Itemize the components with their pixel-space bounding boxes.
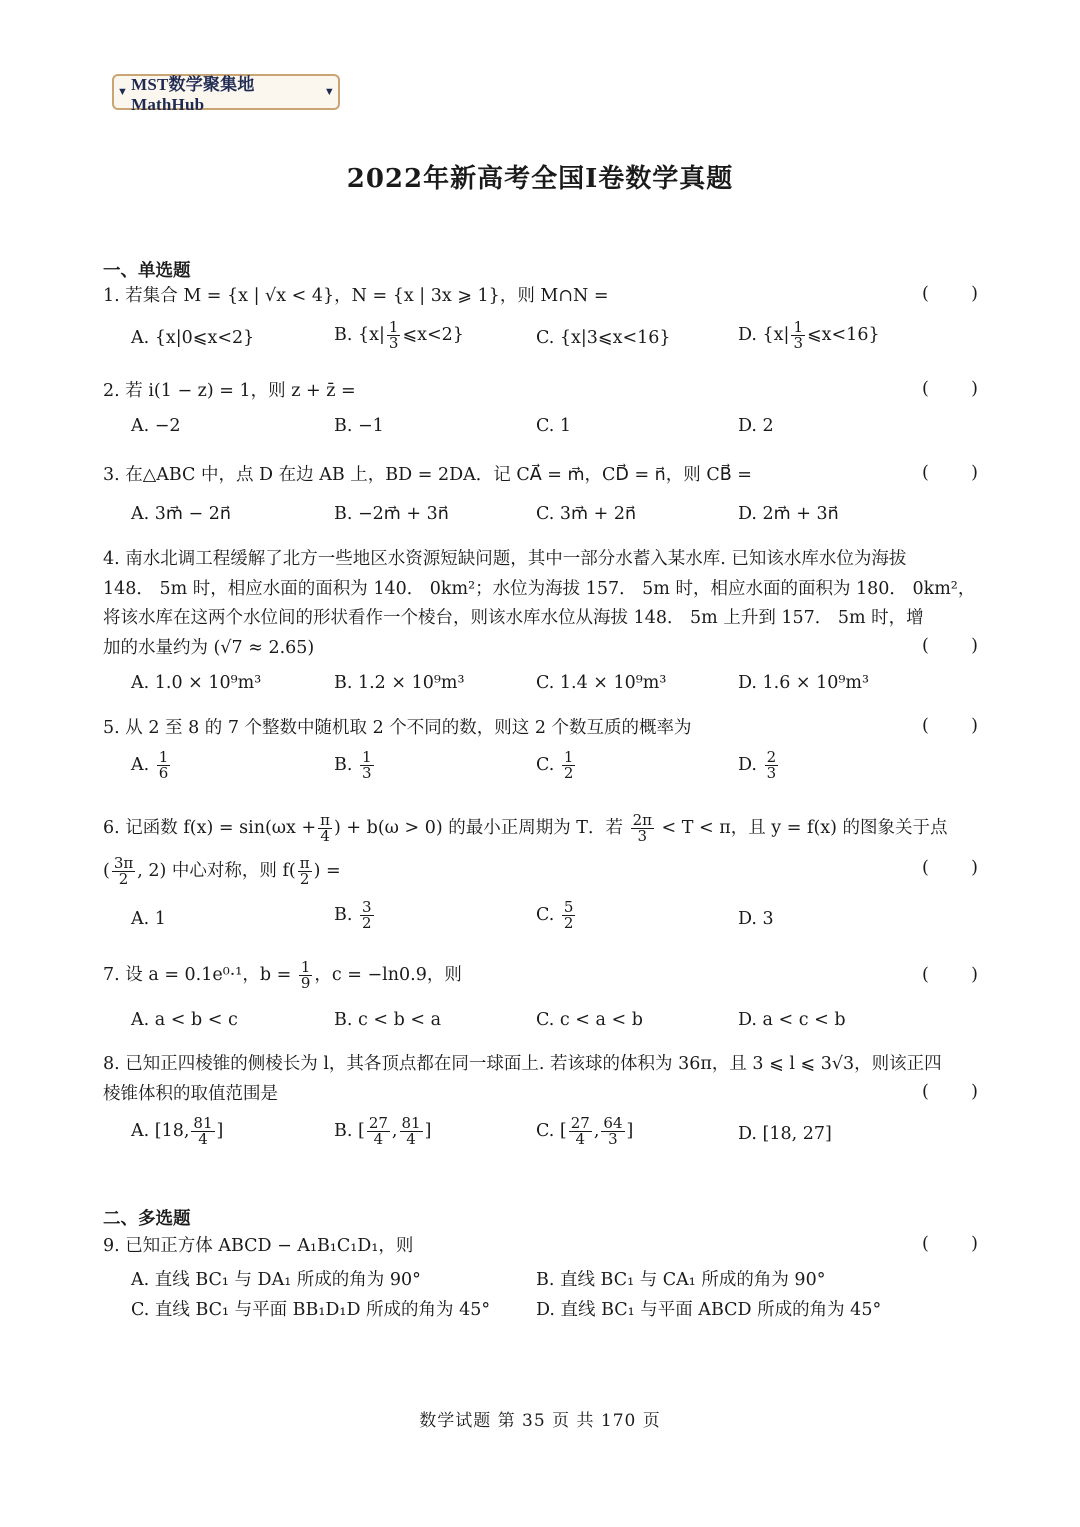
q1-option-d: D. {x| $\frac{1}{3}$ ⩽x<16} <box>738 318 880 352</box>
answer-paren: ( ) <box>922 858 978 878</box>
answer-paren: ( ) <box>922 379 978 399</box>
q1-option-b: B. {x| $\frac{1}{3}$ ⩽x<2} <box>334 318 464 352</box>
question-4-line: 加的水量约为 (√7 ≈ 2.65) <box>103 638 315 658</box>
section-heading: 一、单选题 <box>103 261 191 281</box>
q4-option-c: C. 1.4 × 10⁹m³ <box>536 673 667 693</box>
question-1-stem: 1. 若集合 M = {x | √x < 4}，N = {x | 3x ⩾ 1}，则 M∩N = <box>103 286 609 306</box>
answer-paren: ( ) <box>922 965 978 985</box>
answer-paren: ( ) <box>922 463 978 483</box>
q3-option-d: D. 2m⃗ + 3n⃗ <box>738 504 839 524</box>
q4-option-b: B. 1.2 × 10⁹m³ <box>334 673 465 693</box>
q7-option-a: A. a < b < c <box>131 1010 238 1030</box>
q9-option-c: C. 直线 BC₁ 与平面 BB₁D₁D 所成的角为 45° <box>131 1300 491 1320</box>
q6-option-c: C. $\frac{5}{2}$ <box>536 898 574 932</box>
question-9-stem: 9. 已知正方体 ABCD − A₁B₁C₁D₁，则 <box>103 1236 414 1256</box>
brand-text: MST数学聚集地MathHub <box>131 74 255 114</box>
q8-option-b: B. [ $\frac{27}{4}$ , $\frac{81}{4}$ ] <box>334 1114 432 1148</box>
question-2-stem: 2. 若 i(1 − z) = 1，则 z + z̄ = <box>103 381 356 401</box>
question-4-line: 将该水库在这两个水位间的形状看作一个棱台，则该水库水位从海拔 148． 5m 上升到 157． 5m 时，增 <box>103 608 924 628</box>
answer-paren: ( ) <box>922 1234 978 1254</box>
q9-option-b: B. 直线 BC₁ 与 CA₁ 所成的角为 90° <box>536 1270 826 1290</box>
q6-option-a: A. 1 <box>131 909 166 929</box>
q1-option-c: C. {x|3⩽x<16} <box>536 328 671 348</box>
q6-option-d: D. 3 <box>738 909 774 929</box>
answer-paren: ( ) <box>922 716 978 736</box>
question-8-line: 棱锥体积的取值范围是 <box>103 1084 278 1104</box>
q5-option-b: B. $\frac{1}{3}$ <box>334 748 372 782</box>
page-footer: 数学试题 第 35 页 共 170 页 <box>419 1411 661 1431</box>
q2-option-a: A. −2 <box>131 416 181 436</box>
q3-option-a: A. 3m⃗ − 2n⃗ <box>131 504 231 524</box>
q8-option-c: C. [ $\frac{27}{4}$ , $\frac{64}{3}$ ] <box>536 1114 634 1148</box>
q9-option-a: A. 直线 BC₁ 与 DA₁ 所成的角为 90° <box>131 1270 421 1290</box>
q7-option-c: C. c < a < b <box>536 1010 643 1030</box>
q4-option-a: A. 1.0 × 10⁹m³ <box>131 673 262 693</box>
question-4-line: 148． 5m 时，相应水面的面积为 140． 0km²；水位为海拔 157． 5m 时，相应水面的面积为 180． 0km²， <box>103 579 976 599</box>
q8-option-d: D. [18, 27] <box>738 1124 832 1144</box>
answer-paren: ( ) <box>922 1082 978 1102</box>
q1-option-a: A. {x|0⩽x<2} <box>131 328 255 348</box>
question-6-line: 6. 记函数 f(x) = sin(ωx + $\frac{\pi}{4}$ ) + b(ω > 0) 的最小正周期为 T．若 $\frac{2\pi}{3}$ < T < π，且 y = f(x) 的图象关于点 <box>103 811 948 845</box>
q8-option-a: A. [18, $\frac{81}{4}$ ] <box>131 1114 224 1148</box>
question-3-stem: 3. 在△ABC 中，点 D 在边 AB 上，BD = 2DA．记 CA⃗ = m⃗，CD⃗ = n⃗，则 CB⃗ = <box>103 465 752 485</box>
question-4-line: 4. 南水北调工程缓解了北方一些地区水资源短缺问题，其中一部分水蓄入某水库. 已知该水库水位为海拔 <box>103 549 907 569</box>
q3-option-b: B. −2m⃗ + 3n⃗ <box>334 504 449 524</box>
answer-paren: ( ) <box>922 284 978 304</box>
question-8-line: 8. 已知正四棱锥的侧棱长为 l，其各顶点都在同一球面上. 若该球的体积为 36π，且 3 ⩽ l ⩽ 3√3，则该正四 <box>103 1054 942 1074</box>
question-6-line: ( $\frac{3\pi}{2}$ , 2) 中心对称，则 f( $\frac{\pi}{2}$ ) = <box>103 854 341 888</box>
q7-option-b: B. c < b < a <box>334 1010 441 1030</box>
q5-option-d: D. $\frac{2}{3}$ <box>738 748 777 782</box>
q6-option-b: B. $\frac{3}{2}$ <box>334 898 372 932</box>
question-7-stem: 7. 设 a = 0.1e⁰·¹，b = $\frac{1}{9}$ ，c = −ln0.9，则 <box>103 958 462 992</box>
q7-option-d: D. a < c < b <box>738 1010 846 1030</box>
page-title: 2022年新高考全国I卷数学真题 <box>346 164 734 194</box>
q3-option-c: C. 3m⃗ + 2n⃗ <box>536 504 637 524</box>
q2-option-b: B. −1 <box>334 416 384 436</box>
q2-option-c: C. 1 <box>536 416 572 436</box>
answer-paren: ( ) <box>922 636 978 656</box>
q2-option-d: D. 2 <box>738 416 774 436</box>
q5-option-a: A. $\frac{1}{6}$ <box>131 748 169 782</box>
q4-option-d: D. 1.6 × 10⁹m³ <box>738 673 870 693</box>
question-5-stem: 5. 从 2 至 8 的 7 个整数中随机取 2 个不同的数，则这 2 个数互质的概率为 <box>103 718 692 738</box>
brand-badge <box>112 74 340 114</box>
q5-option-c: C. $\frac{1}{2}$ <box>536 748 574 782</box>
section-heading: 二、多选题 <box>103 1209 191 1229</box>
triangle-icon: ▼ <box>323 86 335 98</box>
q9-option-d: D. 直线 BC₁ 与平面 ABCD 所成的角为 45° <box>536 1300 882 1320</box>
triangle-icon: ▼ <box>117 86 129 98</box>
